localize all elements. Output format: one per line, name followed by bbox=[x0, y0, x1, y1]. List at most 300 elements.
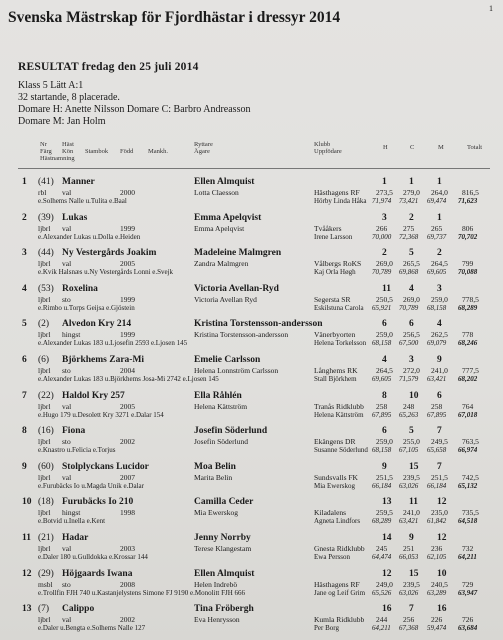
judge-rank: 4 bbox=[437, 319, 442, 330]
total-score: 778,5 bbox=[462, 294, 479, 304]
judge-score: 249,0 bbox=[376, 579, 393, 589]
horse-color: ljbrl bbox=[38, 401, 51, 411]
breeder-name: Hörby Linda Håka bbox=[314, 197, 367, 205]
judge-percent: 72,368 bbox=[399, 232, 419, 241]
horse-color: ljbrl bbox=[38, 544, 51, 553]
horse-sex: sto bbox=[62, 437, 71, 447]
judge-percent: 61,842 bbox=[427, 517, 447, 526]
owner-name: Terese Klangestam bbox=[194, 544, 252, 553]
start-number: (6) bbox=[38, 355, 50, 365]
judge-rank: 9 bbox=[382, 461, 387, 472]
breeder-name: Jane og Leif Grim bbox=[314, 588, 366, 597]
judge-score: 264,5 bbox=[431, 259, 448, 269]
judge-rank: 8 bbox=[382, 390, 387, 401]
pedigree: e.Rimbo u.Torps Geijsa e.Gjöstein bbox=[38, 303, 135, 312]
judge-score: 262,5 bbox=[431, 330, 448, 340]
judge-score: 251 bbox=[403, 544, 415, 553]
judge-rank: 2 bbox=[409, 212, 414, 223]
judge-percent: 62,105 bbox=[427, 553, 447, 561]
table-row bbox=[0, 284, 503, 318]
horse-name: Furubäcks Io 210 bbox=[62, 497, 134, 508]
rider-name: Moa Belin bbox=[194, 461, 236, 472]
judge-percent: 65,526 bbox=[372, 588, 392, 597]
horse-sex: sto bbox=[62, 294, 71, 304]
owner-name: Mia Ewerskog bbox=[194, 508, 238, 518]
judge-percent: 64,474 bbox=[372, 553, 392, 561]
rider-name: Jenny Norrby bbox=[194, 533, 251, 543]
judge-rank: 2 bbox=[382, 248, 387, 259]
col-h: H bbox=[383, 144, 388, 151]
rider-name: Ella Råhlén bbox=[194, 390, 242, 401]
club-name: Vänerbyorten bbox=[314, 330, 356, 340]
table-row bbox=[0, 391, 503, 425]
rider-name: Emma Apelqvist bbox=[194, 212, 262, 223]
table-row bbox=[0, 319, 503, 353]
club-name: Hästhagens RF bbox=[314, 579, 360, 589]
judge-rank: 6 bbox=[409, 319, 414, 330]
birth-year: 1999 bbox=[120, 330, 135, 340]
col-c: C bbox=[410, 144, 415, 151]
owner-name: Eva Henrysson bbox=[194, 615, 240, 625]
judge-percent: 67,895 bbox=[372, 410, 392, 419]
horse-name: Haldol Kry 257 bbox=[62, 390, 125, 401]
horse-name: Hadar bbox=[62, 533, 89, 543]
judge-rank: 3 bbox=[409, 355, 414, 365]
birth-year: 2007 bbox=[120, 472, 135, 482]
col-ryttare: Ryttare bbox=[194, 141, 213, 148]
horse-color: ljbrl bbox=[38, 615, 51, 625]
judge-percent: 66,184 bbox=[372, 481, 392, 490]
col-fodd: Född bbox=[120, 148, 134, 155]
judge-score: 269,0 bbox=[376, 259, 393, 269]
judge-rank: 15 bbox=[409, 568, 419, 579]
club-name: Ekängens DR bbox=[314, 437, 356, 447]
judge-percent: 63,421 bbox=[399, 517, 419, 526]
judge-rank: 11 bbox=[382, 283, 391, 294]
judge-rank: 13 bbox=[382, 497, 392, 508]
judge-rank: 14 bbox=[382, 533, 392, 543]
horse-name: Calippo bbox=[62, 604, 95, 615]
judge-score: 258 bbox=[431, 401, 443, 411]
judge-score: 256,5 bbox=[403, 330, 420, 340]
judge-rank: 15 bbox=[409, 461, 419, 472]
judge-rank: 12 bbox=[437, 533, 447, 543]
judge-rank: 11 bbox=[409, 497, 418, 508]
judge-rank: 3 bbox=[382, 212, 387, 223]
judge-score: 241,0 bbox=[431, 366, 448, 375]
starters-info: 32 startande, 8 placerade. bbox=[18, 92, 120, 103]
birth-year: 2002 bbox=[120, 615, 135, 625]
judge-score: 264,5 bbox=[376, 366, 393, 375]
owner-name: Helen Indrebö bbox=[194, 579, 238, 589]
breeder-name: Stall Björkhem bbox=[314, 375, 357, 383]
judge-percent: 69,474 bbox=[427, 197, 447, 205]
judge-rank: 1 bbox=[382, 177, 387, 187]
judge-rank: 6 bbox=[382, 319, 387, 330]
club-name: Tvååkers bbox=[314, 223, 342, 233]
owner-name: Helena Kättström bbox=[194, 401, 248, 411]
header-divider bbox=[18, 168, 490, 169]
place-number: 10 bbox=[22, 497, 32, 508]
judges-line-2: Domare M: Jan Holm bbox=[18, 116, 106, 127]
owner-name: Josefin Söderlund bbox=[194, 437, 248, 447]
pedigree: e.Alexander Lukas 183 u.Björkhems Josa-Mi 2742 e.Ljosen 145 bbox=[38, 375, 219, 383]
total-score: 764 bbox=[462, 401, 474, 411]
horse-sex: val bbox=[62, 259, 72, 269]
total-score: 799 bbox=[462, 259, 474, 269]
club-name: Vålbergs RoKS bbox=[314, 259, 362, 269]
judge-percent: 68,158 bbox=[427, 303, 447, 312]
pedigree: e.Alexander Lukas u.Dolla e.Heiden bbox=[38, 232, 141, 241]
total-percent: 70,702 bbox=[458, 232, 478, 241]
rider-name: Camilla Ceder bbox=[194, 497, 254, 508]
table-row bbox=[0, 533, 503, 567]
col-agare: Ägare bbox=[194, 148, 210, 155]
judge-score: 239,5 bbox=[403, 472, 420, 482]
start-number: (18) bbox=[38, 497, 54, 508]
judges-line-1: Domare H: Anette Nilsson Domare C: Barbro Andreasson bbox=[18, 104, 251, 115]
pedigree: e.Furubäcks Io u.Magda Unik e.Dalar bbox=[38, 481, 144, 490]
breeder-name: Helena Torkelsson bbox=[314, 339, 367, 348]
place-number: 7 bbox=[22, 390, 27, 401]
place-number: 8 bbox=[22, 426, 27, 437]
horse-name: Stolplyckans Lucidor bbox=[62, 461, 149, 472]
judge-score: 240,5 bbox=[431, 579, 448, 589]
total-score: 777,5 bbox=[462, 366, 479, 375]
club-name: Långhems RK bbox=[314, 366, 358, 375]
rider-name: Ellen Almquist bbox=[194, 177, 255, 187]
judge-score: 251,5 bbox=[431, 472, 448, 482]
judge-percent: 70,000 bbox=[372, 232, 392, 241]
pedigree: e.Botvid u.Inella e.Kent bbox=[38, 517, 106, 526]
judge-percent: 68,158 bbox=[372, 339, 392, 348]
judge-score: 239,5 bbox=[403, 579, 420, 589]
horse-color: ljbrl bbox=[38, 259, 51, 269]
judge-percent: 67,895 bbox=[427, 410, 447, 419]
horse-name: Höjgaards Iwana bbox=[62, 568, 133, 579]
page-number: 1 bbox=[489, 4, 493, 13]
judge-score: 272,0 bbox=[403, 366, 420, 375]
total-score: 735,5 bbox=[462, 508, 479, 518]
judge-rank: 1 bbox=[409, 177, 414, 187]
judge-score: 265 bbox=[431, 223, 443, 233]
start-number: (53) bbox=[38, 283, 54, 294]
judge-score: 241,0 bbox=[403, 508, 420, 518]
col-klubb: Klubb bbox=[314, 141, 331, 148]
judge-rank: 4 bbox=[382, 355, 387, 365]
owner-name: Marita Belin bbox=[194, 472, 233, 482]
judge-rank: 10 bbox=[437, 568, 447, 579]
breeder-name: Helena Kättström bbox=[314, 410, 364, 419]
horse-sex: val bbox=[62, 472, 72, 482]
owner-name: Zandra Malmgren bbox=[194, 259, 249, 269]
judge-percent: 66,053 bbox=[399, 553, 419, 561]
judge-percent: 69,868 bbox=[399, 268, 419, 277]
total-percent: 68,202 bbox=[458, 375, 478, 383]
rider-name: Josefin Söderlund bbox=[194, 426, 268, 437]
result-header: RESULTAT fredag den 25 juli 2014 bbox=[18, 61, 199, 73]
judge-score: 273,5 bbox=[376, 188, 393, 197]
club-name: Gnesta Ridklubb bbox=[314, 544, 365, 553]
horse-sex: val bbox=[62, 188, 72, 197]
col-hast: Häst bbox=[62, 141, 74, 148]
col-totalt: Totalt bbox=[467, 144, 483, 151]
judge-rank: 16 bbox=[382, 604, 392, 615]
place-number: 3 bbox=[22, 248, 27, 259]
judge-percent: 66,184 bbox=[427, 481, 447, 490]
place-number: 12 bbox=[22, 568, 32, 579]
judge-score: 248 bbox=[403, 401, 415, 411]
total-percent: 70,088 bbox=[458, 268, 478, 277]
total-score: 732 bbox=[462, 544, 474, 553]
pedigree: e.Knastro u.Felicia e.Torjus bbox=[38, 446, 116, 455]
judge-score: 251,5 bbox=[376, 472, 393, 482]
horse-sex: sto bbox=[62, 366, 71, 375]
judge-score: 275 bbox=[403, 223, 415, 233]
total-percent: 71,623 bbox=[458, 197, 478, 205]
horse-color: ljbrl bbox=[38, 223, 51, 233]
start-number: (22) bbox=[38, 390, 54, 401]
judge-rank: 5 bbox=[409, 426, 414, 437]
horse-color: ljbrl bbox=[38, 508, 51, 518]
club-name: Segersta SR bbox=[314, 294, 351, 304]
judge-percent: 68,289 bbox=[372, 517, 392, 526]
total-percent: 64,211 bbox=[458, 553, 477, 561]
pedigree: e.Hugo 179 u.Desolett Kry 3271 e.Dalar 154 bbox=[38, 410, 164, 419]
judge-percent: 65,263 bbox=[399, 410, 419, 419]
owner-name: Kristina Torstensson-andersson bbox=[194, 330, 289, 340]
place-number: 13 bbox=[22, 604, 32, 615]
start-number: (21) bbox=[38, 533, 54, 543]
judge-rank: 5 bbox=[409, 248, 414, 259]
judge-score: 249,5 bbox=[431, 437, 448, 447]
judge-score: 250,5 bbox=[376, 294, 393, 304]
judge-score: 244 bbox=[376, 615, 388, 625]
judge-percent: 67,105 bbox=[399, 446, 419, 455]
total-percent: 63,947 bbox=[458, 588, 478, 597]
breeder-name: Ewa Persson bbox=[314, 553, 350, 561]
judge-percent: 63,289 bbox=[427, 588, 447, 597]
judge-percent: 65,658 bbox=[427, 446, 447, 455]
judge-percent: 67,500 bbox=[399, 339, 419, 348]
judge-score: 264,0 bbox=[431, 188, 448, 197]
judge-percent: 65,921 bbox=[372, 303, 392, 312]
judge-percent: 63,026 bbox=[399, 481, 419, 490]
judge-rank: 10 bbox=[409, 390, 419, 401]
horse-name: Björkhems Zara-Mi bbox=[62, 355, 145, 365]
judge-percent: 69,079 bbox=[427, 339, 447, 348]
rider-name: Ellen Almquist bbox=[194, 568, 255, 579]
horse-color: msbl bbox=[38, 579, 53, 589]
judge-percent: 59,474 bbox=[427, 624, 447, 633]
judge-percent: 68,158 bbox=[372, 446, 392, 455]
horse-name: Manner bbox=[62, 177, 95, 187]
col-stambok: Stambok bbox=[85, 148, 109, 155]
judge-rank: 4 bbox=[409, 283, 414, 294]
horse-sex: val bbox=[62, 615, 72, 625]
start-number: (29) bbox=[38, 568, 54, 579]
total-percent: 67,018 bbox=[458, 410, 478, 419]
judge-percent: 70,789 bbox=[399, 303, 419, 312]
judge-rank: 9 bbox=[437, 355, 442, 365]
birth-year: 1998 bbox=[120, 508, 135, 518]
col-uppfodare: Uppfödare bbox=[314, 148, 342, 155]
rider-name: Victoria Avellan-Ryd bbox=[194, 283, 279, 294]
rider-name: Tina Fröbergh bbox=[194, 604, 254, 615]
judge-score: 269,0 bbox=[403, 294, 420, 304]
total-percent: 64,518 bbox=[458, 517, 478, 526]
horse-sex: hingst bbox=[62, 330, 81, 340]
place-number: 9 bbox=[22, 461, 27, 472]
horse-color: ljbrl bbox=[38, 437, 51, 447]
start-number: (44) bbox=[38, 248, 54, 259]
judge-percent: 71,974 bbox=[372, 197, 392, 205]
col-mankh: Mankh. bbox=[148, 148, 169, 155]
owner-name: Lotta Claesson bbox=[194, 188, 239, 197]
rider-name: Kristina Torstensson-andersson bbox=[194, 319, 323, 330]
judge-score: 266 bbox=[376, 223, 388, 233]
judge-percent: 70,789 bbox=[372, 268, 392, 277]
judge-score: 255,0 bbox=[403, 437, 420, 447]
table-row bbox=[0, 248, 503, 282]
judge-rank: 7 bbox=[437, 461, 442, 472]
start-number: (41) bbox=[38, 177, 54, 187]
horse-color: ljbrl bbox=[38, 330, 51, 340]
start-number: (7) bbox=[38, 604, 50, 615]
horse-name: Lukas bbox=[62, 212, 88, 223]
judge-percent: 69,737 bbox=[427, 232, 447, 241]
horse-color: rbl bbox=[38, 188, 47, 197]
total-percent: 63,684 bbox=[458, 624, 478, 633]
total-percent: 68,289 bbox=[458, 303, 478, 312]
club-name: Tranås Ridklubb bbox=[314, 401, 364, 411]
pedigree: e.Solhems Nalle u.Tulita e.Baal bbox=[38, 197, 127, 205]
start-number: (16) bbox=[38, 426, 54, 437]
place-number: 2 bbox=[22, 212, 27, 223]
horse-name: Fiona bbox=[62, 426, 86, 437]
breeder-name: Irene Larsson bbox=[314, 232, 353, 241]
birth-year: 2005 bbox=[120, 259, 135, 269]
club-name: Kiladalens bbox=[314, 508, 347, 518]
table-row bbox=[0, 213, 503, 247]
judge-rank: 16 bbox=[437, 604, 447, 615]
judge-score: 265,5 bbox=[403, 259, 420, 269]
col-hastnamning: Hästnamning bbox=[40, 155, 75, 162]
judge-percent: 71,579 bbox=[399, 375, 419, 383]
judge-rank: 1 bbox=[437, 212, 442, 223]
judge-rank: 2 bbox=[437, 248, 442, 259]
judge-score: 259,0 bbox=[376, 330, 393, 340]
birth-year: 1999 bbox=[120, 294, 135, 304]
birth-year: 2004 bbox=[120, 366, 135, 375]
breeder-name: Eskilstuna Carola bbox=[314, 303, 364, 312]
total-score: 726 bbox=[462, 615, 474, 625]
club-name: Sundsvalls FK bbox=[314, 472, 358, 482]
table-row bbox=[0, 426, 503, 460]
judge-score: 235,0 bbox=[431, 508, 448, 518]
class-name: Klass 5 Lätt A:1 bbox=[18, 80, 84, 91]
birth-year: 2008 bbox=[120, 579, 135, 589]
table-row bbox=[0, 355, 503, 389]
owner-name: Emma Apelqvist bbox=[194, 223, 245, 233]
judge-rank: 6 bbox=[437, 390, 442, 401]
table-row bbox=[0, 569, 503, 603]
table-row bbox=[0, 462, 503, 496]
start-number: (2) bbox=[38, 319, 50, 330]
breeder-name: Agneta Lindfors bbox=[314, 517, 361, 526]
judge-rank: 12 bbox=[382, 568, 392, 579]
birth-year: 2005 bbox=[120, 401, 135, 411]
total-score: 806 bbox=[462, 223, 474, 233]
birth-year: 2002 bbox=[120, 437, 135, 447]
judge-percent: 64,211 bbox=[372, 624, 391, 633]
place-number: 6 bbox=[22, 355, 27, 365]
breeder-name: Kaj Orla Høgh bbox=[314, 268, 356, 277]
horse-sex: val bbox=[62, 223, 72, 233]
total-score: 742,5 bbox=[462, 472, 479, 482]
judge-score: 259,0 bbox=[376, 437, 393, 447]
place-number: 11 bbox=[22, 533, 31, 543]
total-percent: 68,246 bbox=[458, 339, 478, 348]
start-number: (39) bbox=[38, 212, 54, 223]
total-score: 763,5 bbox=[462, 437, 479, 447]
horse-name: Alvedon Kry 214 bbox=[62, 319, 132, 330]
owner-name: Helena Lonnström Carlsson bbox=[194, 366, 279, 375]
judge-score: 245 bbox=[376, 544, 388, 553]
judge-percent: 63,026 bbox=[399, 588, 419, 597]
pedigree: e.Trollfin FJH 740 u.Kastanjelystens Simone FJ 9190 e.Monolitt FJH 666 bbox=[38, 588, 246, 597]
horse-sex: hingst bbox=[62, 508, 81, 518]
judge-rank: 7 bbox=[437, 426, 442, 437]
horse-color: ljbrl bbox=[38, 366, 51, 375]
col-farg: Färg bbox=[40, 148, 52, 155]
judge-score: 256 bbox=[403, 615, 415, 625]
judge-percent: 69,605 bbox=[372, 375, 392, 383]
start-number: (60) bbox=[38, 461, 54, 472]
horse-name: Ny Vestergårds Joakim bbox=[62, 248, 157, 259]
owner-name: Victoria Avellan Ryd bbox=[194, 294, 257, 304]
judge-score: 226 bbox=[431, 615, 443, 625]
place-number: 1 bbox=[22, 177, 27, 187]
col-m: M bbox=[438, 144, 444, 151]
judge-rank: 9 bbox=[409, 533, 414, 543]
breeder-name: Susanne Söderlund bbox=[314, 446, 368, 455]
judge-rank: 7 bbox=[409, 604, 414, 615]
col-kon: Kön bbox=[62, 148, 74, 155]
judge-percent: 69,605 bbox=[427, 268, 447, 277]
rider-name: Madeleine Malmgren bbox=[194, 248, 282, 259]
total-score: 778 bbox=[462, 330, 474, 340]
horse-sex: sto bbox=[62, 579, 71, 589]
club-name: Hästhagens RF bbox=[314, 188, 360, 197]
judge-percent: 73,421 bbox=[399, 197, 419, 205]
total-score: 729 bbox=[462, 579, 474, 589]
judge-percent: 67,368 bbox=[399, 624, 419, 633]
judge-score: 258 bbox=[376, 401, 388, 411]
judge-score: 259,5 bbox=[376, 508, 393, 518]
total-percent: 65,132 bbox=[458, 481, 478, 490]
judge-rank: 1 bbox=[437, 177, 442, 187]
judge-score: 259,0 bbox=[431, 294, 448, 304]
col-nr: Nr bbox=[40, 141, 47, 148]
total-percent: 66,974 bbox=[458, 446, 478, 455]
horse-name: Roxelina bbox=[62, 283, 98, 294]
judge-percent: 63,421 bbox=[427, 375, 447, 383]
birth-year: 1999 bbox=[120, 223, 135, 233]
horse-color: ljbrl bbox=[38, 294, 51, 304]
judge-rank: 6 bbox=[382, 426, 387, 437]
birth-year: 2000 bbox=[120, 188, 135, 197]
